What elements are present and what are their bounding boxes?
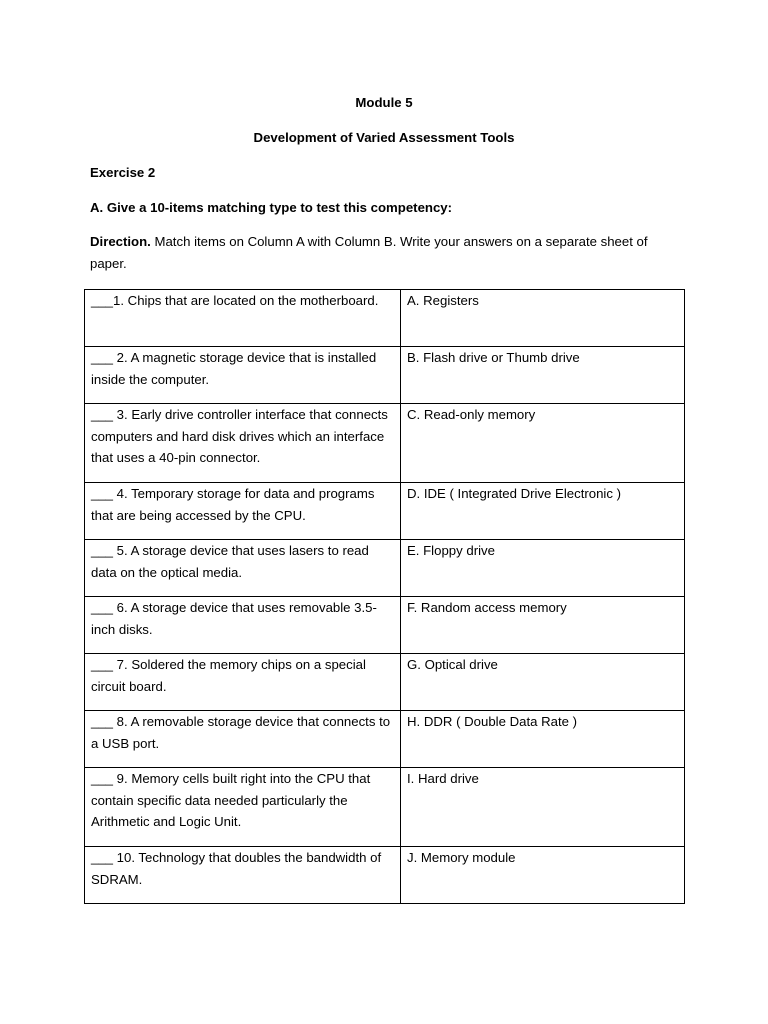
column-b-item: B. Flash drive or Thumb drive bbox=[401, 347, 685, 404]
column-a-item: ___ 8. A removable storage device that connects to a USB port. bbox=[85, 711, 401, 768]
direction-text: Match items on Column A with Column B. Write your answers on a separate sheet of paper. bbox=[90, 234, 648, 271]
table-row bbox=[85, 597, 685, 654]
column-b-item: D. IDE ( Integrated Drive Electronic ) bbox=[401, 483, 685, 540]
table-row bbox=[85, 711, 685, 768]
column-a-item: ___1. Chips that are located on the motherboard. bbox=[85, 290, 401, 347]
exercise-label: Exercise 2 bbox=[90, 165, 156, 180]
column-b-item: I. Hard drive bbox=[401, 768, 685, 847]
document-subtitle: Development of Varied Assessment Tools bbox=[253, 130, 515, 145]
column-b-item: A. Registers bbox=[401, 290, 685, 347]
column-a-item: ___ 5. A storage device that uses lasers to read data on the optical media. bbox=[85, 540, 401, 597]
column-b-item: G. Optical drive bbox=[401, 654, 685, 711]
table-row bbox=[85, 540, 685, 597]
instruction-text: A. Give a 10-items matching type to test this competency: bbox=[90, 200, 453, 215]
column-b-item: C. Read-only memory bbox=[401, 404, 685, 483]
matching-table bbox=[84, 289, 685, 904]
table-row bbox=[85, 654, 685, 711]
column-a-item: ___ 7. Soldered the memory chips on a special circuit board. bbox=[85, 654, 401, 711]
matching-table-body bbox=[85, 290, 685, 904]
column-a-item: ___ 6. A storage device that uses removable 3.5-inch disks. bbox=[85, 597, 401, 654]
column-b-item: J. Memory module bbox=[401, 847, 685, 904]
table-row bbox=[85, 847, 685, 904]
table-row bbox=[85, 290, 685, 347]
table-row bbox=[85, 483, 685, 540]
direction-paragraph bbox=[90, 231, 685, 274]
column-a-item: ___ 4. Temporary storage for data and programs that are being accessed by the CPU. bbox=[85, 483, 401, 540]
column-a-item: ___ 2. A magnetic storage device that is installed inside the computer. bbox=[85, 347, 401, 404]
column-b-item: F. Random access memory bbox=[401, 597, 685, 654]
table-row bbox=[85, 347, 685, 404]
table-row bbox=[85, 768, 685, 847]
module-title: Module 5 bbox=[355, 95, 413, 110]
column-a-item: ___ 3. Early drive controller interface that connects computers and hard disk drives which an interface that uses a 40-pin connector. bbox=[85, 404, 401, 483]
column-b-item: H. DDR ( Double Data Rate ) bbox=[401, 711, 685, 768]
table-row bbox=[85, 404, 685, 483]
column-a-item: ___ 9. Memory cells built right into the CPU that contain specific data needed particularly the Arithmetic and Logic Unit. bbox=[85, 768, 401, 847]
direction-label: Direction. bbox=[90, 234, 151, 249]
column-a-item: ___ 10. Technology that doubles the bandwidth of SDRAM. bbox=[85, 847, 401, 904]
column-b-item: E. Floppy drive bbox=[401, 540, 685, 597]
